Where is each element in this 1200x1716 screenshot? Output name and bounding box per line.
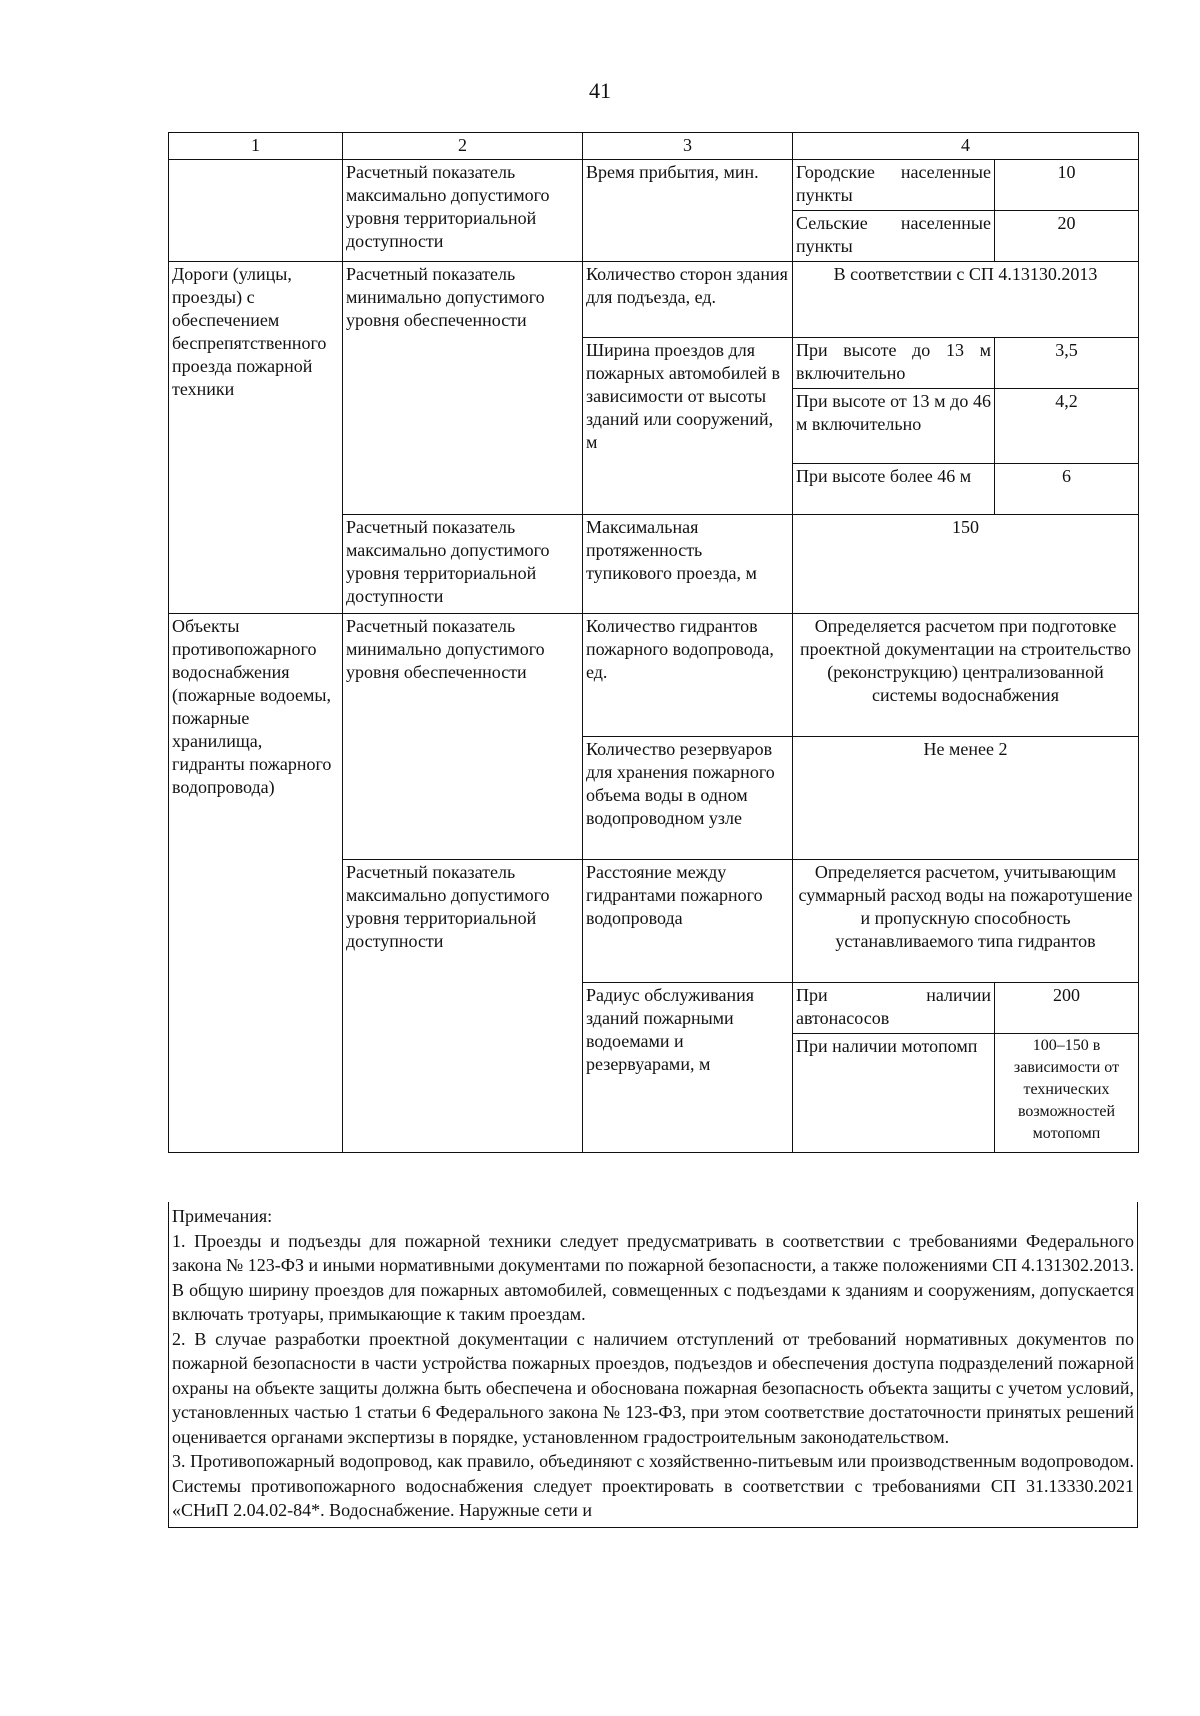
value-cell: 20 [995, 211, 1139, 262]
indicator-cell: Расчетный показатель максимально допустимого уровня территориальной доступности [343, 860, 583, 1153]
value-cell: 100–150 в зависимости от технических возможностей мотопомп [995, 1034, 1139, 1153]
value-cell: 200 [995, 983, 1139, 1034]
value-cell: 3,5 [995, 338, 1139, 389]
header-col-2: 2 [343, 133, 583, 160]
notes-section [168, 1202, 1138, 1528]
header-col-3: 3 [583, 133, 793, 160]
table-row [169, 160, 1139, 211]
parameter-cell: Ширина проездов для пожарных автомобилей в зависимости от высоты зданий или сооружений, м [583, 338, 793, 515]
condition-cell: При высоте до 13 м включительно [793, 338, 995, 389]
page-number: 41 [589, 78, 611, 103]
indicator-cell: Расчетный показатель максимально допустимого уровня территориальной доступности [343, 515, 583, 614]
value-cell: 6 [995, 464, 1139, 515]
object-cell: Дороги (улицы, проезды) с обеспечением беспрепятственного проезда пожарной техники [169, 262, 343, 614]
value-cell: 10 [995, 160, 1139, 211]
table-header-row [169, 133, 1139, 160]
value-cell: 4,2 [995, 389, 1139, 464]
table-row [169, 614, 1139, 737]
header-col-1: 1 [169, 133, 343, 160]
header-col-4: 4 [793, 133, 1139, 160]
value-cell: Определяется расчетом при подготовке проектной документации на строительство (реконструкцию) централизованной системы водоснабжения [793, 614, 1139, 737]
condition-cell: При высоте от 13 м до 46 м включительно [793, 389, 995, 464]
condition-cell: Городские населенные пункты [793, 160, 995, 211]
parameter-cell: Количество гидрантов пожарного водопровода, ед. [583, 614, 793, 737]
indicator-cell: Расчетный показатель минимально допустимого уровня обеспеченности [343, 262, 583, 515]
note-3: 3. Противопожарный водопровод, как правило, объединяют с хозяйственно-питьевым или производственным водопроводом. Системы противопожарного водоснабжения следует проектировать в соответствии с требованиями СП 31.13330.2021 «СНиП 2.04.02-84*. Водоснабжение. Наружные сети и [172, 1451, 1134, 1520]
value-cell: Определяется расчетом, учитывающим суммарный расход воды на пожаротушение и пропускную способность устанавливаемого типа гидрантов [793, 860, 1139, 983]
parameter-cell: Время прибытия, мин. [583, 160, 793, 262]
condition-cell: Сельские населенные пункты [793, 211, 995, 262]
parameter-cell: Радиус обслуживания зданий пожарными водоемами и резервуарами, м [583, 983, 793, 1153]
object-cell-empty [169, 160, 343, 262]
indicator-cell: Расчетный показатель минимально допустимого уровня обеспеченности [343, 614, 583, 860]
parameter-cell: Количество сторон здания для подъезда, ед. [583, 262, 793, 338]
value-cell: Не менее 2 [793, 737, 1139, 860]
condition-cell: При наличии мотопомп [793, 1034, 995, 1153]
value-cell: В соответствии с СП 4.13130.2013 [793, 262, 1139, 338]
condition-cell: При наличии автонасосов [793, 983, 995, 1034]
parameter-cell: Расстояние между гидрантами пожарного водопровода [583, 860, 793, 983]
parameter-cell: Максимальная протяженность тупикового проезда, м [583, 515, 793, 614]
object-cell: Объекты противопожарного водоснабжения (пожарные водоемы, пожарные хранилища, гидранты пожарного водопровода) [169, 614, 343, 1153]
condition-cell: При высоте более 46 м [793, 464, 995, 515]
note-1: 1. Проезды и подъезды для пожарной техники следует предусматривать в соответствии с требованиями Федерального закона № 123-ФЗ и иными нормативными документами по пожарной безопасности, а также положениями СП 4.131302.2013. В общую ширину проездов для пожарных автомобилей, совмещенных с подъездами к зданиям и сооружениям, допускается включать тротуары, примыкающие к таким проездам. [172, 1230, 1134, 1324]
standards-table [168, 132, 1139, 1153]
notes-title: Примечания: [172, 1206, 273, 1226]
indicator-cell: Расчетный показатель максимально допустимого уровня территориальной доступности [343, 160, 583, 262]
value-cell: 150 [793, 515, 1139, 614]
note-2: 2. В случае разработки проектной документации с наличием отступлений от требований нормативных документов по пожарной безопасности в части устройства пожарных проездов, подъездов и обеспечения доступа подразделений пожарной охраны на объекте защиты должна быть обеспечена и обоснована пожарная безопасность объекта защиты с учетом условий, установленных частью 1 статьи 6 Федерального закона № 123-ФЗ, при этом соответствие достаточности принятых решений оценивается органами экспертизы в порядке, установленном градостроительным законодательством. [172, 1328, 1134, 1447]
parameter-cell: Количество резервуаров для хранения пожарного объема воды в одном водопроводном узле [583, 737, 793, 860]
table-row [169, 262, 1139, 338]
